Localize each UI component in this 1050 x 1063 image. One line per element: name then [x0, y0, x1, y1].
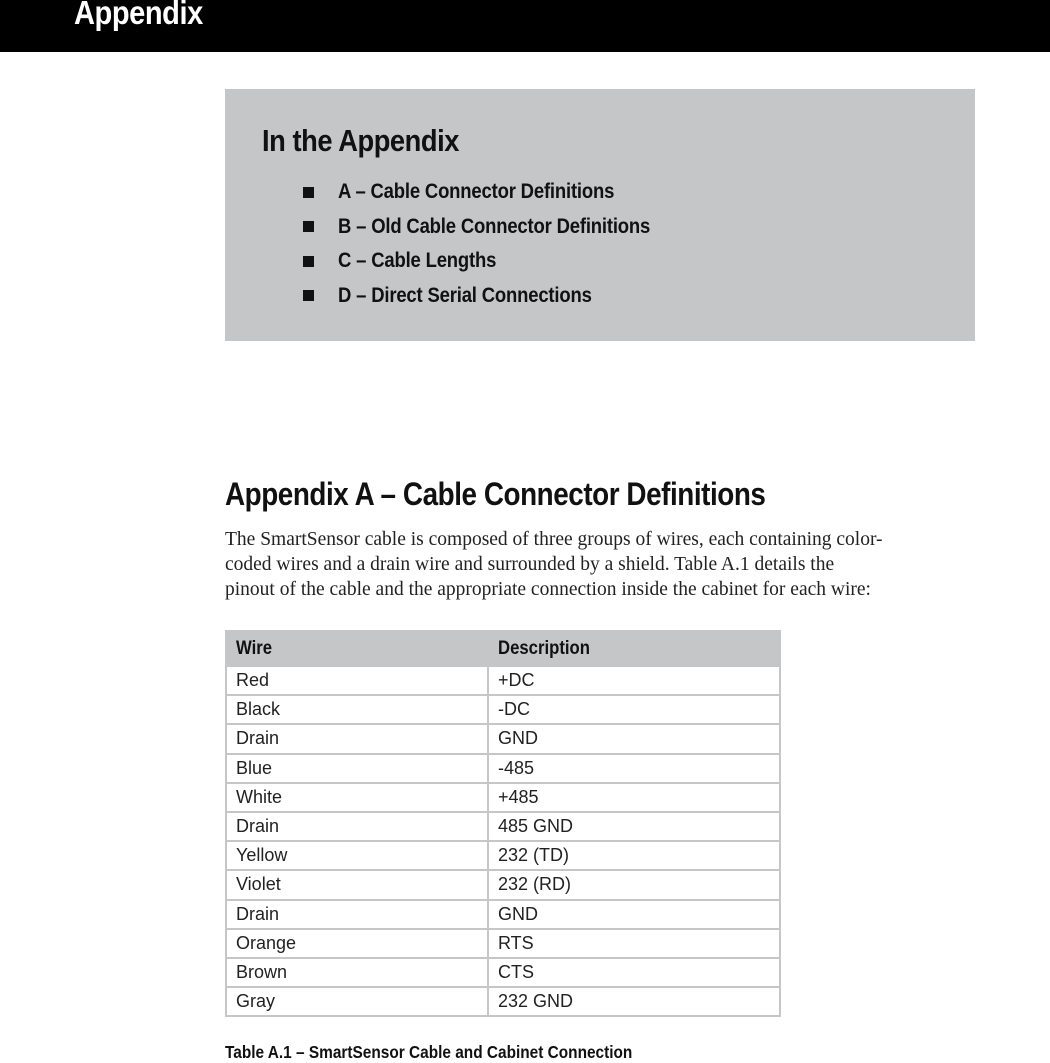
table-row — [226, 666, 780, 695]
square-bullet-icon — [303, 221, 314, 232]
list-item — [303, 279, 693, 314]
wire-cell: Drain — [226, 900, 488, 929]
body-paragraph — [225, 527, 985, 602]
list-item — [303, 175, 693, 210]
wire-cell: Drain — [226, 812, 488, 841]
description-cell: RTS — [488, 929, 780, 958]
body-line: The SmartSensor cable is composed of three groups of wires, each containing color- — [225, 529, 883, 550]
description-cell: +485 — [488, 783, 780, 812]
list-item-label: A – Cable Connector Definitions — [338, 180, 615, 204]
description-cell: 232 GND — [488, 987, 780, 1016]
list-item-label: C – Cable Lengths — [338, 249, 497, 273]
wire-cell: Black — [226, 695, 488, 724]
wire-cell: Blue — [226, 754, 488, 783]
appendix-contents-list — [303, 175, 693, 313]
description-cell: 485 GND — [488, 812, 780, 841]
column-header-wire: Wire — [226, 631, 488, 666]
table-row — [226, 870, 780, 899]
body-line: coded wires and a drain wire and surrounded by a shield. Table A.1 details the — [225, 554, 835, 575]
appendix-contents-title: In the Appendix — [262, 123, 459, 158]
table-row — [226, 724, 780, 753]
description-cell: GND — [488, 900, 780, 929]
description-cell: GND — [488, 724, 780, 753]
table-row — [226, 929, 780, 958]
wire-cell: Yellow — [226, 841, 488, 870]
description-cell: -485 — [488, 754, 780, 783]
table-row — [226, 900, 780, 929]
wire-cell: Drain — [226, 724, 488, 753]
table-row — [226, 987, 780, 1016]
description-cell: CTS — [488, 958, 780, 987]
list-item-label: D – Direct Serial Connections — [338, 283, 592, 307]
square-bullet-icon — [303, 187, 314, 198]
column-header-description: Description — [488, 631, 780, 666]
wire-cell: Violet — [226, 870, 488, 899]
table-row — [226, 695, 780, 724]
page-header-bar — [0, 0, 1050, 52]
table-row — [226, 958, 780, 987]
page-header-title: Appendix — [74, 0, 203, 31]
table-caption: Table A.1 – SmartSensor Cable and Cabinet Connection — [225, 1042, 633, 1062]
table-row — [226, 754, 780, 783]
square-bullet-icon — [303, 256, 314, 267]
description-cell: 232 (RD) — [488, 870, 780, 899]
wire-cell: Red — [226, 666, 488, 695]
table-row — [226, 812, 780, 841]
table-header-row — [226, 631, 780, 666]
description-cell: -DC — [488, 695, 780, 724]
section-heading: Appendix A – Cable Connector Definitions — [225, 476, 766, 512]
description-cell: +DC — [488, 666, 780, 695]
square-bullet-icon — [303, 290, 314, 301]
wire-cell: White — [226, 783, 488, 812]
list-item — [303, 244, 693, 279]
description-cell: 232 (TD) — [488, 841, 780, 870]
wire-cell: Brown — [226, 958, 488, 987]
table-row — [226, 783, 780, 812]
appendix-contents-box — [225, 89, 975, 341]
table-row — [226, 841, 780, 870]
list-item — [303, 210, 693, 245]
wire-cell: Gray — [226, 987, 488, 1016]
list-item-label: B – Old Cable Connector Definitions — [338, 214, 651, 238]
cable-connection-table — [225, 630, 781, 1017]
wire-cell: Orange — [226, 929, 488, 958]
body-line: pinout of the cable and the appropriate connection inside the cabinet for each wire: — [225, 579, 871, 600]
